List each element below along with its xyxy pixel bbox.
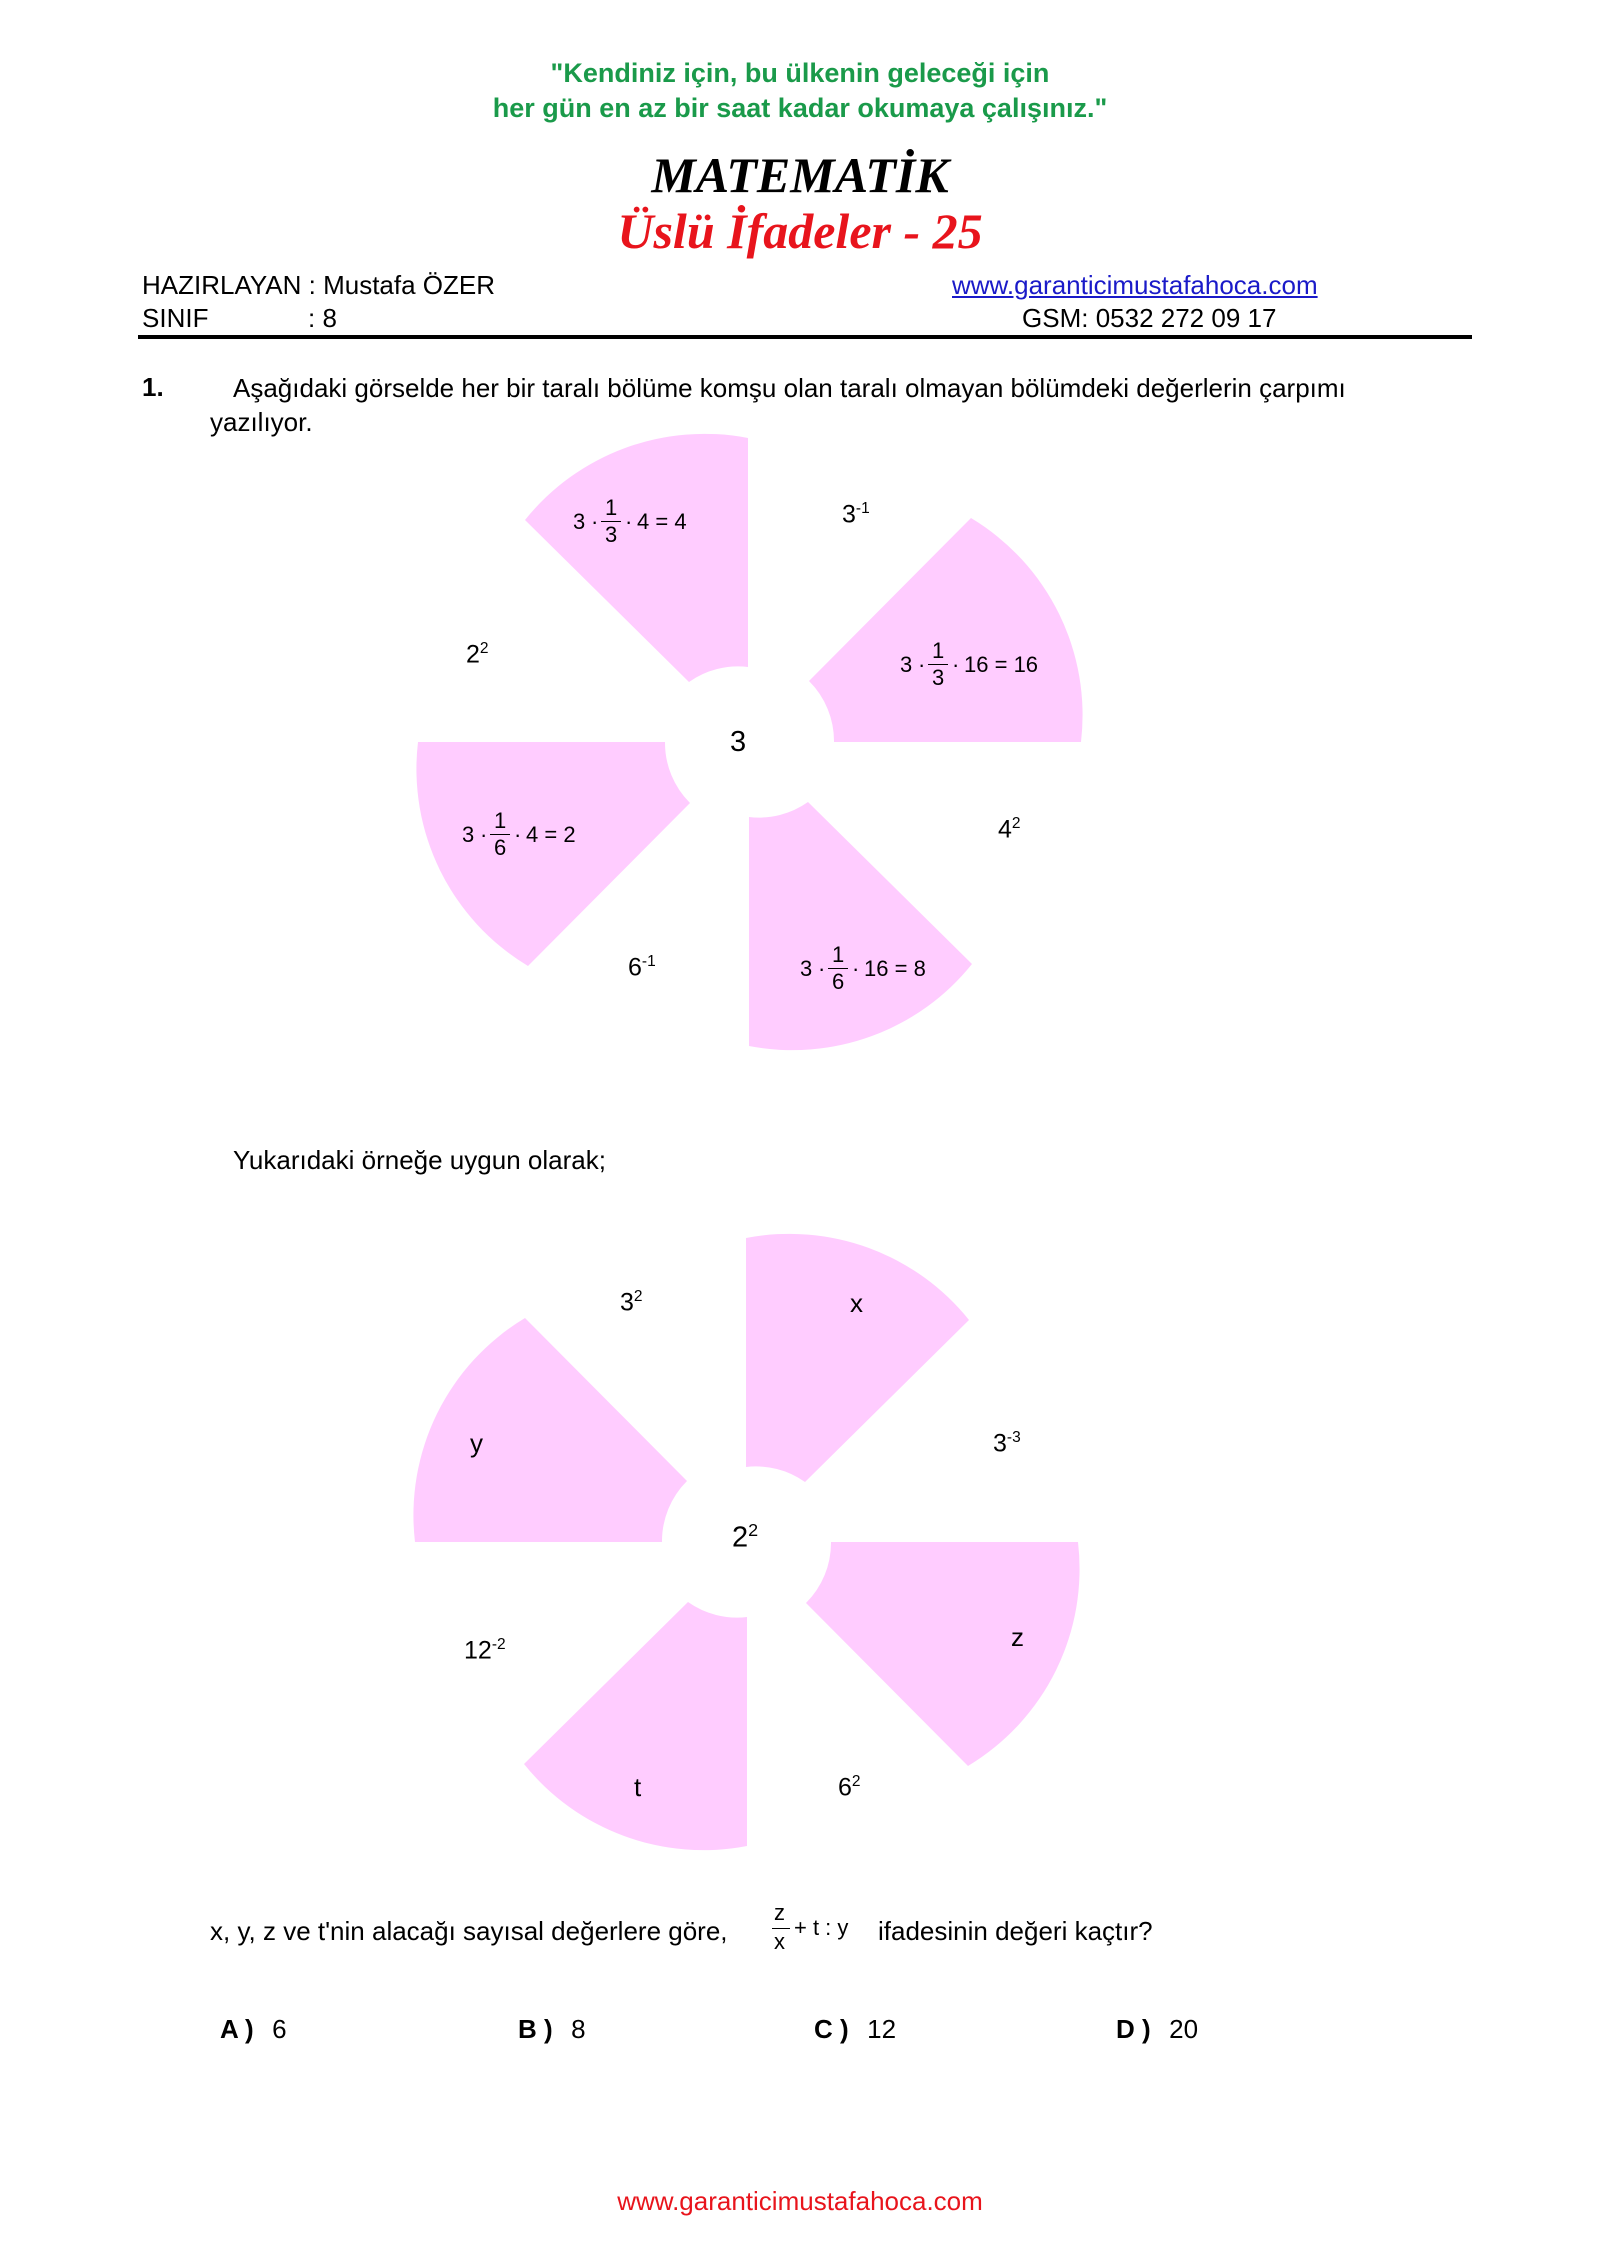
choice-b[interactable] — [518, 2014, 586, 2045]
shaded-sector-top — [525, 434, 748, 682]
power-exponent: -3 — [1006, 1429, 1021, 1446]
choice-a[interactable] — [220, 2014, 287, 2045]
choice-c[interactable] — [814, 2014, 896, 2045]
fraction-denominator: 3 — [932, 665, 945, 690]
author-line: HAZIRLAYAN : Mustafa ÖZER — [142, 270, 496, 300]
subject-title: MATEMATİK — [651, 147, 949, 203]
power-base: 2 — [732, 1521, 749, 1554]
shaded-sector-t — [524, 1602, 747, 1850]
choice-value: 20 — [1169, 2014, 1199, 2044]
question-text-line-2: yazılıyor. — [210, 407, 313, 437]
product-result: 8 — [913, 956, 926, 981]
expression-numerator: z — [774, 1900, 785, 1925]
dot-symbol: · — [952, 652, 960, 677]
product-result: 2 — [563, 822, 576, 847]
practice-unshaded-left — [464, 1636, 506, 1665]
practice-variable-t: t — [634, 1772, 642, 1802]
motto-line-1: "Kendiniz için, bu ülkenin geleceği için — [550, 58, 1050, 88]
power-base: 3 — [842, 500, 856, 529]
fraction-numerator: 1 — [605, 495, 618, 520]
practice-unshaded-right — [993, 1429, 1021, 1458]
power-base: 12 — [464, 1636, 492, 1665]
power-exponent: 2 — [633, 1288, 643, 1305]
expression-denominator: x — [774, 1929, 785, 1954]
product-result: 4 — [674, 509, 687, 534]
fraction-numerator: 1 — [494, 808, 507, 833]
prompt-after-text: ifadesinin değeri kaçtır? — [878, 1916, 1153, 1946]
motto-line-2: her gün en az bir saat kadar okumaya çalışınız." — [492, 93, 1108, 123]
choice-letter: D ) — [1116, 2014, 1151, 2044]
factor-b: 16 — [964, 652, 989, 677]
practice-center-value — [732, 1520, 758, 1555]
factor-b: 4 — [526, 822, 539, 847]
shaded-sector-y — [413, 1318, 687, 1542]
example-center-value: 3 — [730, 726, 747, 758]
power-base: 6 — [838, 1773, 852, 1802]
class-label: SINIF — [142, 303, 209, 333]
shaded-sector-z — [806, 1542, 1080, 1766]
example-intro-text: Yukarıdaki örneğe uygun olarak; — [233, 1145, 606, 1175]
factor-b-result: 4 = 2 — [526, 822, 576, 847]
power-exponent: 2 — [1011, 815, 1021, 832]
fraction-denominator: 6 — [494, 835, 507, 860]
example-unshaded-top-left — [466, 640, 489, 669]
choice-letter: B ) — [518, 2014, 553, 2044]
choice-value: 6 — [272, 2014, 287, 2044]
target-expression — [772, 1900, 849, 1960]
example-figure — [416, 434, 1082, 1050]
choice-value: 12 — [867, 2014, 897, 2044]
question-number: 1. — [142, 372, 164, 402]
power-base: 3 — [620, 1288, 634, 1317]
factor-b-result: 16 = 8 — [864, 956, 926, 981]
shaded-sector-bottom — [749, 802, 972, 1050]
dot-symbol: · — [480, 822, 488, 847]
author-name: Mustafa ÖZER — [323, 270, 496, 300]
example-unshaded-top-right — [842, 500, 870, 529]
prompt-before-text: x, y, z ve t'nin alacağı sayısal değerlere göre, — [210, 1916, 728, 1946]
choice-letter: A ) — [220, 2014, 254, 2044]
factor-b-result: 16 = 16 — [964, 652, 1039, 677]
power-base: 3 — [993, 1429, 1007, 1458]
dot-symbol: · — [818, 956, 826, 981]
power-base: 2 — [466, 640, 480, 669]
example-unshaded-bottom-left — [628, 953, 656, 982]
dot-symbol: · — [514, 822, 522, 847]
phone-number: 0532 272 09 17 — [1095, 303, 1277, 333]
fraction-numerator: 1 — [932, 638, 945, 663]
factor-a: 3 — [573, 509, 586, 534]
phone-label: GSM: — [1022, 303, 1089, 333]
class-value: 8 — [322, 303, 337, 333]
power-exponent: -1 — [641, 953, 656, 970]
dot-symbol: · — [591, 509, 599, 534]
dot-symbol: · — [625, 509, 633, 534]
factor-b: 4 — [637, 509, 650, 534]
factor-a: 3 — [462, 822, 475, 847]
product-result: 16 — [1013, 652, 1039, 677]
power-base: 4 — [998, 815, 1012, 844]
factor-a: 3 — [900, 652, 913, 677]
question-text-line-1: Aşağıdaki görselde her bir taralı bölüme komşu olan taralı olmayan bölümdeki değerlerin çarpımı — [233, 373, 1346, 403]
author-label: HAZIRLAYAN — [142, 270, 302, 300]
choice-letter: C ) — [814, 2014, 849, 2044]
practice-unshaded-bottom — [838, 1773, 861, 1802]
practice-unshaded-top — [620, 1288, 643, 1317]
expression-rest: + t : y — [794, 1915, 849, 1940]
fraction-denominator: 3 — [605, 522, 618, 547]
shaded-sector-right — [809, 518, 1083, 742]
power-exponent: -1 — [855, 500, 870, 517]
fraction-denominator: 6 — [832, 969, 845, 994]
dot-symbol: · — [852, 956, 860, 981]
class-line: SINIF : 8 — [142, 303, 337, 333]
power-base: 6 — [628, 953, 642, 982]
practice-variable-y: y — [470, 1428, 483, 1458]
practice-variable-z: z — [1011, 1622, 1024, 1652]
practice-variable-x: x — [850, 1288, 863, 1318]
power-exponent: 2 — [748, 1520, 759, 1540]
topic-title: Üslü İfadeler - 25 — [617, 203, 983, 259]
power-exponent: 2 — [851, 1773, 861, 1790]
example-unshaded-bottom-right — [998, 815, 1021, 844]
footer-website[interactable]: www.garanticimustafahoca.com — [617, 2186, 983, 2216]
factor-b-result: 4 = 4 — [637, 509, 687, 534]
choice-d[interactable] — [1116, 2014, 1198, 2045]
shaded-sector-x — [746, 1234, 969, 1482]
choice-value: 8 — [571, 2014, 586, 2044]
fraction-numerator: 1 — [832, 942, 845, 967]
shaded-sector-left — [416, 742, 690, 966]
dot-symbol: · — [918, 652, 926, 677]
factor-a: 3 — [800, 956, 813, 981]
website-link[interactable]: www.garanticimustafahoca.com — [952, 270, 1318, 300]
power-exponent: 2 — [479, 640, 489, 657]
power-exponent: -2 — [491, 1636, 506, 1653]
factor-b: 16 — [864, 956, 889, 981]
